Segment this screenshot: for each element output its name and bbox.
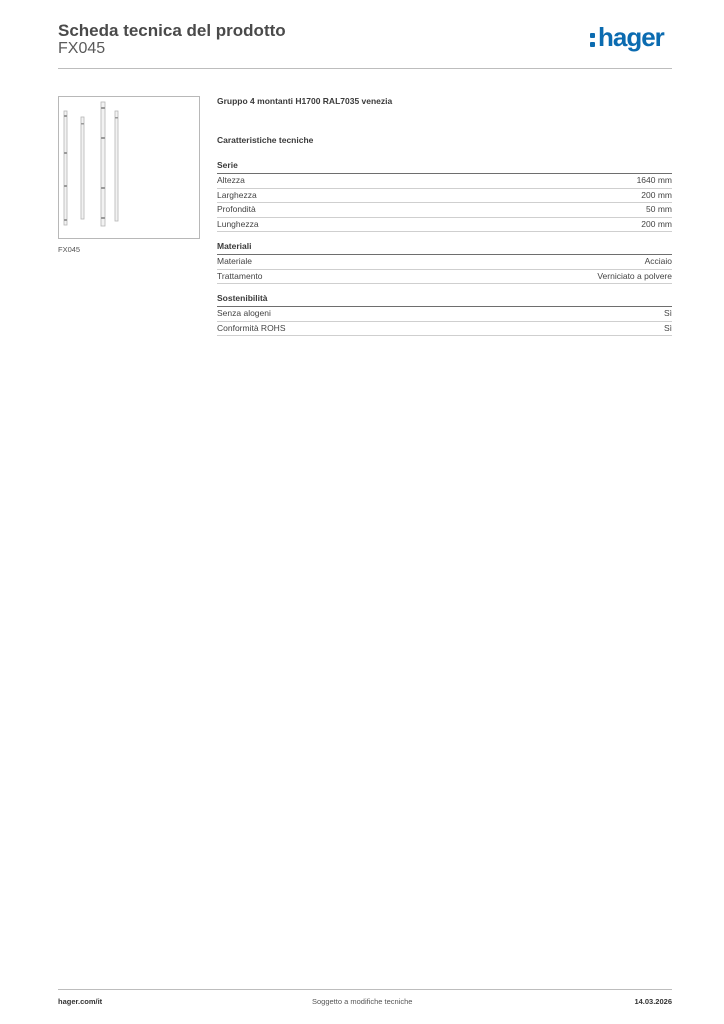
spec-row bbox=[217, 203, 672, 218]
footer-divider bbox=[58, 989, 672, 990]
logo-dots-icon bbox=[590, 33, 596, 53]
spec-value: 200 mm bbox=[641, 218, 672, 229]
spec-label: Conformità ROHS bbox=[217, 322, 286, 333]
spec-label: Materiale bbox=[217, 256, 252, 266]
logo-text: hager bbox=[598, 22, 664, 52]
spec-row bbox=[217, 270, 672, 285]
spec-group-title: Materiali bbox=[217, 241, 672, 255]
spec-group-title: Sostenibilità bbox=[217, 293, 672, 307]
hager-logo bbox=[590, 22, 676, 60]
document-title: Scheda tecnica del prodotto bbox=[58, 21, 286, 40]
product-details bbox=[217, 96, 672, 345]
spec-row bbox=[217, 174, 672, 189]
product-image bbox=[58, 96, 200, 239]
product-name: Gruppo 4 montanti H1700 RAL7035 venezia bbox=[217, 96, 393, 106]
mounting-rails-image bbox=[59, 97, 199, 238]
spec-label: Altezza bbox=[217, 175, 245, 185]
footer-date: 14.03.2026 bbox=[634, 997, 672, 1006]
spec-value: 50 mm bbox=[646, 204, 672, 214]
spec-value: Sì bbox=[663, 308, 672, 318]
spec-value: Sì bbox=[663, 322, 672, 333]
spec-row bbox=[217, 322, 672, 337]
spec-value: Verniciato a polvere bbox=[597, 270, 672, 281]
spec-label: Senza alogeni bbox=[217, 308, 271, 318]
header-divider bbox=[58, 68, 672, 69]
spec-label: Lunghezza bbox=[217, 218, 259, 229]
spec-row bbox=[217, 218, 672, 233]
product-code: FX045 bbox=[58, 40, 106, 57]
spec-group-serie bbox=[217, 160, 672, 232]
spec-row bbox=[217, 307, 672, 322]
spec-row bbox=[217, 255, 672, 270]
specs-title: Caratteristiche tecniche bbox=[217, 135, 314, 145]
spec-label: Larghezza bbox=[217, 189, 257, 200]
spec-value: 200 mm bbox=[641, 189, 672, 200]
spec-group-sostenibilita bbox=[217, 293, 672, 336]
image-caption: FX045 bbox=[58, 245, 81, 254]
footer-website-link[interactable]: hager.com/it bbox=[58, 997, 103, 1006]
spec-value: Acciaio bbox=[644, 256, 672, 266]
footer-disclaimer: Soggetto a modifiche tecniche bbox=[312, 997, 413, 1006]
spec-label: Trattamento bbox=[217, 270, 263, 281]
spec-group-title: Serie bbox=[217, 160, 672, 174]
spec-row bbox=[217, 189, 672, 204]
spec-label: Profondità bbox=[217, 204, 256, 214]
spec-group-materiali bbox=[217, 241, 672, 284]
spec-value: 1640 mm bbox=[636, 175, 672, 185]
